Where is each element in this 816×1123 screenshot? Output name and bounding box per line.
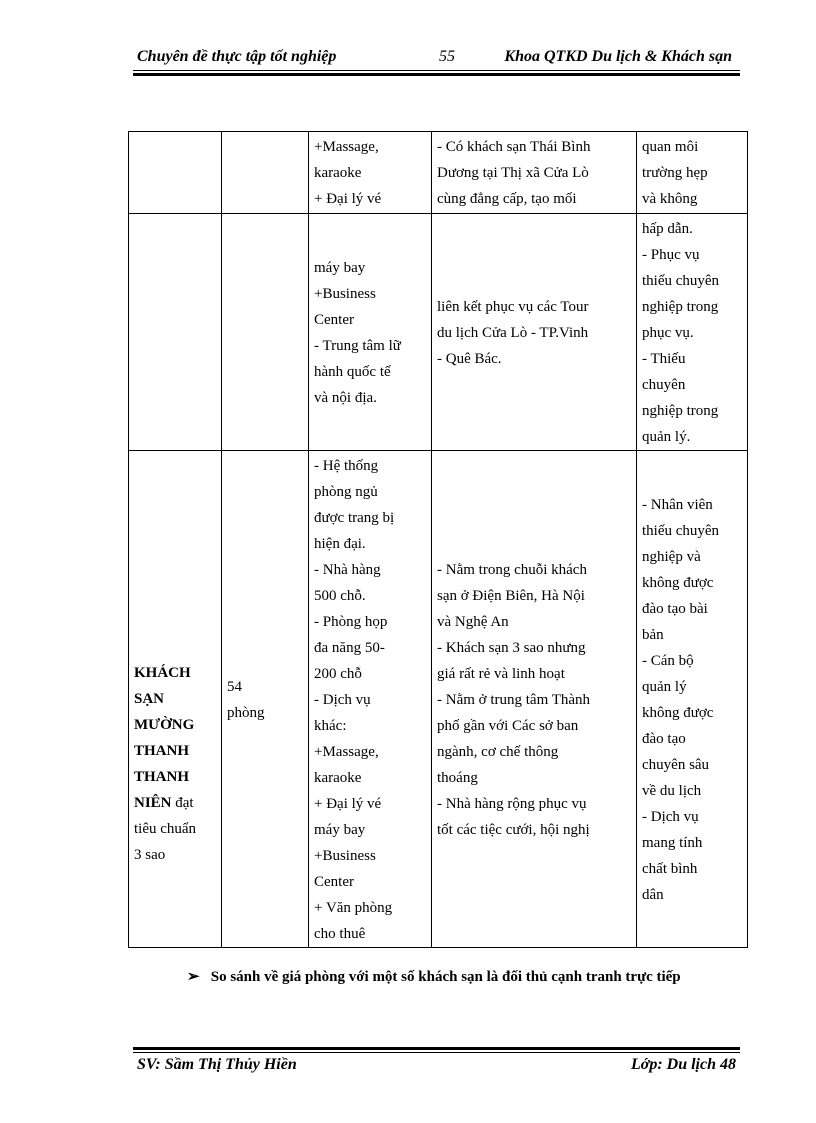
hotel-name-cell: [129, 132, 222, 214]
cell-text-line: - Thiếu: [642, 351, 686, 367]
cell-text-line: quan môi: [642, 139, 699, 155]
cell-text-line: không được: [642, 575, 714, 591]
cell-text-line: + Văn phòng: [314, 900, 393, 916]
cell-text-line: +Massage,: [314, 744, 379, 760]
weaknesses-cell: [637, 451, 748, 948]
cell-text-line: quản lý.: [642, 429, 691, 445]
cell-text-line: - Dịch vụ: [642, 809, 699, 825]
cell-text-line: sạn ở Điện Biên, Hà Nội: [437, 588, 585, 604]
footer-student: SV: Sầm Thị Thủy Hiền: [137, 1056, 297, 1073]
hotel-name-line: SẠN: [134, 691, 165, 707]
services-cell: [309, 451, 432, 948]
strengths-cell: [432, 132, 637, 214]
cell-text-line: cho thuê: [314, 926, 366, 942]
footer-rule-thick: [133, 1047, 740, 1050]
hotel-name-line: NIÊN đạt: [134, 795, 194, 811]
cell-text-line: karaoke: [314, 770, 362, 786]
cell-text-line: - Khách sạn 3 sao nhưng: [437, 640, 586, 656]
cell-text-line: nghiệp trong: [642, 403, 719, 419]
cell-text-line: Dương tại Thị xã Cửa Lò: [437, 165, 589, 181]
cell-text-line: +Business: [314, 286, 376, 302]
table-row: [129, 132, 748, 214]
arrow-bullet-icon: ➢: [187, 969, 200, 985]
strengths-cell: [432, 214, 637, 451]
strengths-cell: [432, 451, 637, 948]
cell-text-line: nghiệp trong: [642, 299, 719, 315]
hotel-comparison-table: [128, 131, 748, 948]
cell-text-line: và Nghệ An: [437, 614, 509, 630]
cell-text-line: chất bình: [642, 861, 698, 877]
cell-text-line: - Trung tâm lữ: [314, 338, 401, 354]
cell-text-line: - Nhà hàng: [314, 562, 381, 578]
header-rule-thin: [133, 70, 740, 71]
cell-text-line: - Hệ thống: [314, 458, 379, 474]
cell-text-line: liên kết phục vụ các Tour: [437, 299, 589, 315]
cell-text-line: hấp dẫn.: [642, 221, 693, 237]
cell-text-line: - Nhà hàng rộng phục vụ: [437, 796, 587, 812]
cell-text-line: thiếu chuyên: [642, 273, 720, 289]
cell-text-line: Center: [314, 874, 354, 890]
cell-text-line: - Quê Bác.: [437, 351, 502, 367]
room-count-cell: [222, 451, 309, 948]
cell-text-line: hành quốc tế: [314, 364, 391, 380]
hotel-name-line: MƯỜNG: [134, 717, 195, 733]
hotel-name-cell: [129, 451, 222, 948]
cell-text-line: ngành, cơ chế thông: [437, 744, 559, 760]
cell-text-line: đa năng 50-: [314, 640, 385, 656]
weaknesses-cell: [637, 132, 748, 214]
cell-text-line: 200 chỗ: [314, 666, 362, 682]
cell-text-line: karaoke: [314, 165, 362, 181]
cell-text-line: được trang bị: [314, 510, 395, 526]
cell-text-line: nghiệp và: [642, 549, 701, 565]
cell-text-line: phục vụ.: [642, 325, 694, 341]
cell-text-line: + Đại lý vé: [314, 796, 382, 812]
cell-text-line: đào tạo bài: [642, 601, 708, 617]
page-number: 55: [439, 48, 455, 65]
cell-text-line: trường hẹp: [642, 165, 708, 181]
cell-text-line: về du lịch: [642, 783, 702, 799]
cell-text-line: tốt các tiệc cưới, hội nghị: [437, 822, 590, 838]
hotel-name-line: THANH: [134, 743, 190, 759]
cell-text-line: - Nằm ở trung tâm Thành: [437, 692, 591, 708]
cell-text-line: đào tạo: [642, 731, 686, 747]
cell-text-line: phòng ngủ: [314, 484, 378, 500]
cell-text-line: bản: [642, 627, 664, 643]
cell-text-line: du lịch Cửa Lò - TP.Vinh: [437, 325, 589, 341]
cell-text-line: +Business: [314, 848, 376, 864]
cell-text-line: chuyên: [642, 377, 686, 393]
section-subheading: [187, 967, 681, 986]
cell-text-line: 500 chỗ.: [314, 588, 366, 604]
footer-class: Lớp: Du lịch 48: [630, 1056, 736, 1073]
cell-text-line: khác:: [314, 718, 347, 734]
cell-text-line: phòng: [227, 705, 265, 721]
room-count-cell: [222, 132, 309, 214]
table-row: [129, 451, 748, 948]
services-cell: [309, 214, 432, 451]
cell-text-line: Center: [314, 312, 354, 328]
subheading-text: So sánh về giá phòng với một số khách sạn là đối thủ cạnh tranh trực tiếp: [210, 969, 681, 985]
cell-text-line: - Phục vụ: [642, 247, 700, 263]
cell-text-line: thoáng: [437, 770, 478, 786]
cell-text-line: - Cán bộ: [642, 653, 694, 669]
room-count-cell: [222, 214, 309, 451]
hotel-name-line: tiêu chuẩn: [134, 821, 197, 837]
cell-text-line: + Đại lý vé: [314, 191, 382, 207]
cell-text-line: không được: [642, 705, 714, 721]
cell-text-line: - Nằm trong chuỗi khách: [437, 562, 587, 578]
hotel-name-line: KHÁCH: [134, 665, 191, 681]
cell-text-line: +Massage,: [314, 139, 379, 155]
cell-text-line: thiếu chuyên: [642, 523, 720, 539]
header-department: Khoa QTKD Du lịch & Khách sạn: [504, 48, 732, 65]
cell-text-line: dân: [642, 887, 664, 903]
hotel-name-line: THANH: [134, 769, 190, 785]
cell-text-line: máy bay: [314, 260, 366, 276]
cell-text-line: phố gần với Các sở ban: [437, 718, 579, 734]
cell-text-line: và không: [642, 191, 698, 207]
table-row: [129, 214, 748, 451]
cell-text-line: máy bay: [314, 822, 366, 838]
weaknesses-cell: [637, 214, 748, 451]
cell-text-line: - Có khách sạn Thái Bình: [437, 139, 591, 155]
hotel-name-line: 3 sao: [134, 847, 166, 863]
cell-text-line: quản lý: [642, 679, 687, 695]
cell-text-line: chuyên sâu: [642, 757, 710, 773]
cell-text-line: - Nhân viên: [642, 497, 713, 513]
header-title: Chuyên đề thực tập tốt nghiệp: [137, 48, 337, 65]
cell-text-line: cùng đẳng cấp, tạo mối: [437, 191, 577, 207]
cell-text-line: và nội địa.: [314, 390, 377, 406]
page-footer: [133, 1053, 740, 1081]
cell-text-line: hiện đại.: [314, 536, 366, 552]
services-cell: [309, 132, 432, 214]
cell-text-line: 54: [227, 679, 242, 695]
hotel-name-cell: [129, 214, 222, 451]
hotel-name: [134, 660, 216, 868]
header-rule-thick: [133, 73, 740, 76]
cell-text-line: - Phòng họp: [314, 614, 388, 630]
cell-text-line: mang tính: [642, 835, 703, 851]
cell-text-line: giá rất rẻ và linh hoạt: [437, 666, 565, 682]
cell-text-line: - Dịch vụ: [314, 692, 371, 708]
